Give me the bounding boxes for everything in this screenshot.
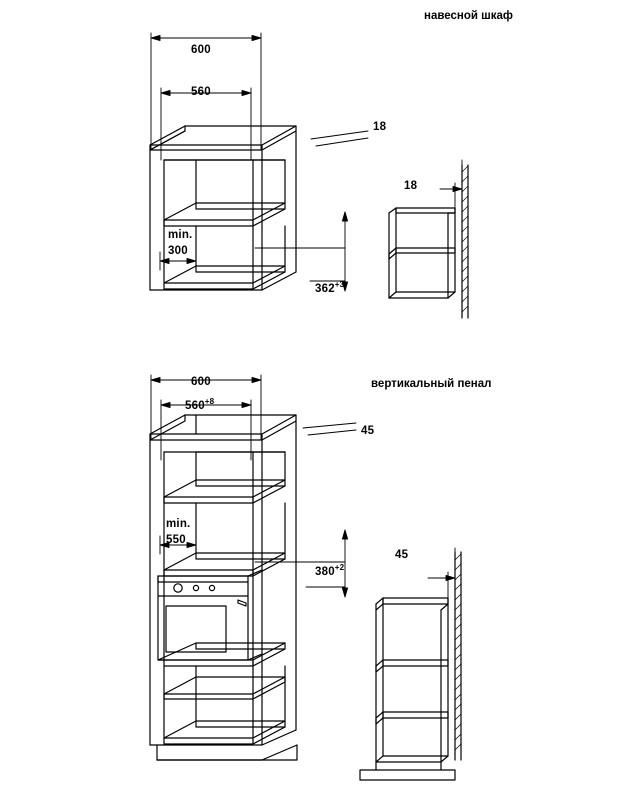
tall-unit-title: вертикальный пенал (371, 378, 492, 390)
wall-cabinet-panel-thickness-label: 18 (373, 121, 387, 133)
tall-unit-panel-thickness-label: 45 (361, 425, 375, 437)
wall-cabinet-min-depth-value: 300 (168, 245, 188, 257)
tall-unit-side-thickness-label: 45 (395, 549, 409, 561)
wall-cabinet-side-thickness-dim (440, 160, 462, 208)
tall-unit-outer-width-label: 600 (191, 376, 211, 388)
tall-unit-niche-height-tolerance: +2 (334, 563, 345, 572)
tall-unit-niche-height-label (315, 563, 344, 578)
tall-unit-front-view (150, 375, 297, 760)
wall-cabinet-outer-width-label: 600 (191, 44, 211, 56)
wall-cabinet-niche-height-label (315, 280, 344, 295)
tall-unit-niche-height-value: 380 (315, 565, 335, 578)
tall-unit-side-thickness-dim (428, 548, 455, 598)
tall-unit-inner-width-tolerance: +8 (204, 397, 215, 406)
wall-cabinet-niche-height-tolerance: +3 (334, 280, 345, 289)
tall-unit-min-depth-label: min. (166, 518, 191, 530)
tall-unit-inner-width-label (185, 397, 214, 412)
tall-unit-inner-width-value: 560 (185, 399, 205, 412)
tall-unit-min-depth-value: 550 (166, 534, 186, 546)
tall-unit-thickness-leader (303, 423, 356, 435)
wall-cabinet-niche-height-value: 362 (315, 282, 335, 295)
tall-unit-side-view (360, 552, 461, 780)
wall-cabinet-title: навесной шкаф (424, 10, 513, 22)
wall-cabinet-inner-width-label: 560 (191, 86, 211, 98)
wall-cabinet-min-depth-label: min. (168, 229, 193, 241)
wall-cabinet-side-thickness-label: 18 (404, 180, 418, 192)
wall-cabinet-thickness-leader (311, 131, 368, 146)
